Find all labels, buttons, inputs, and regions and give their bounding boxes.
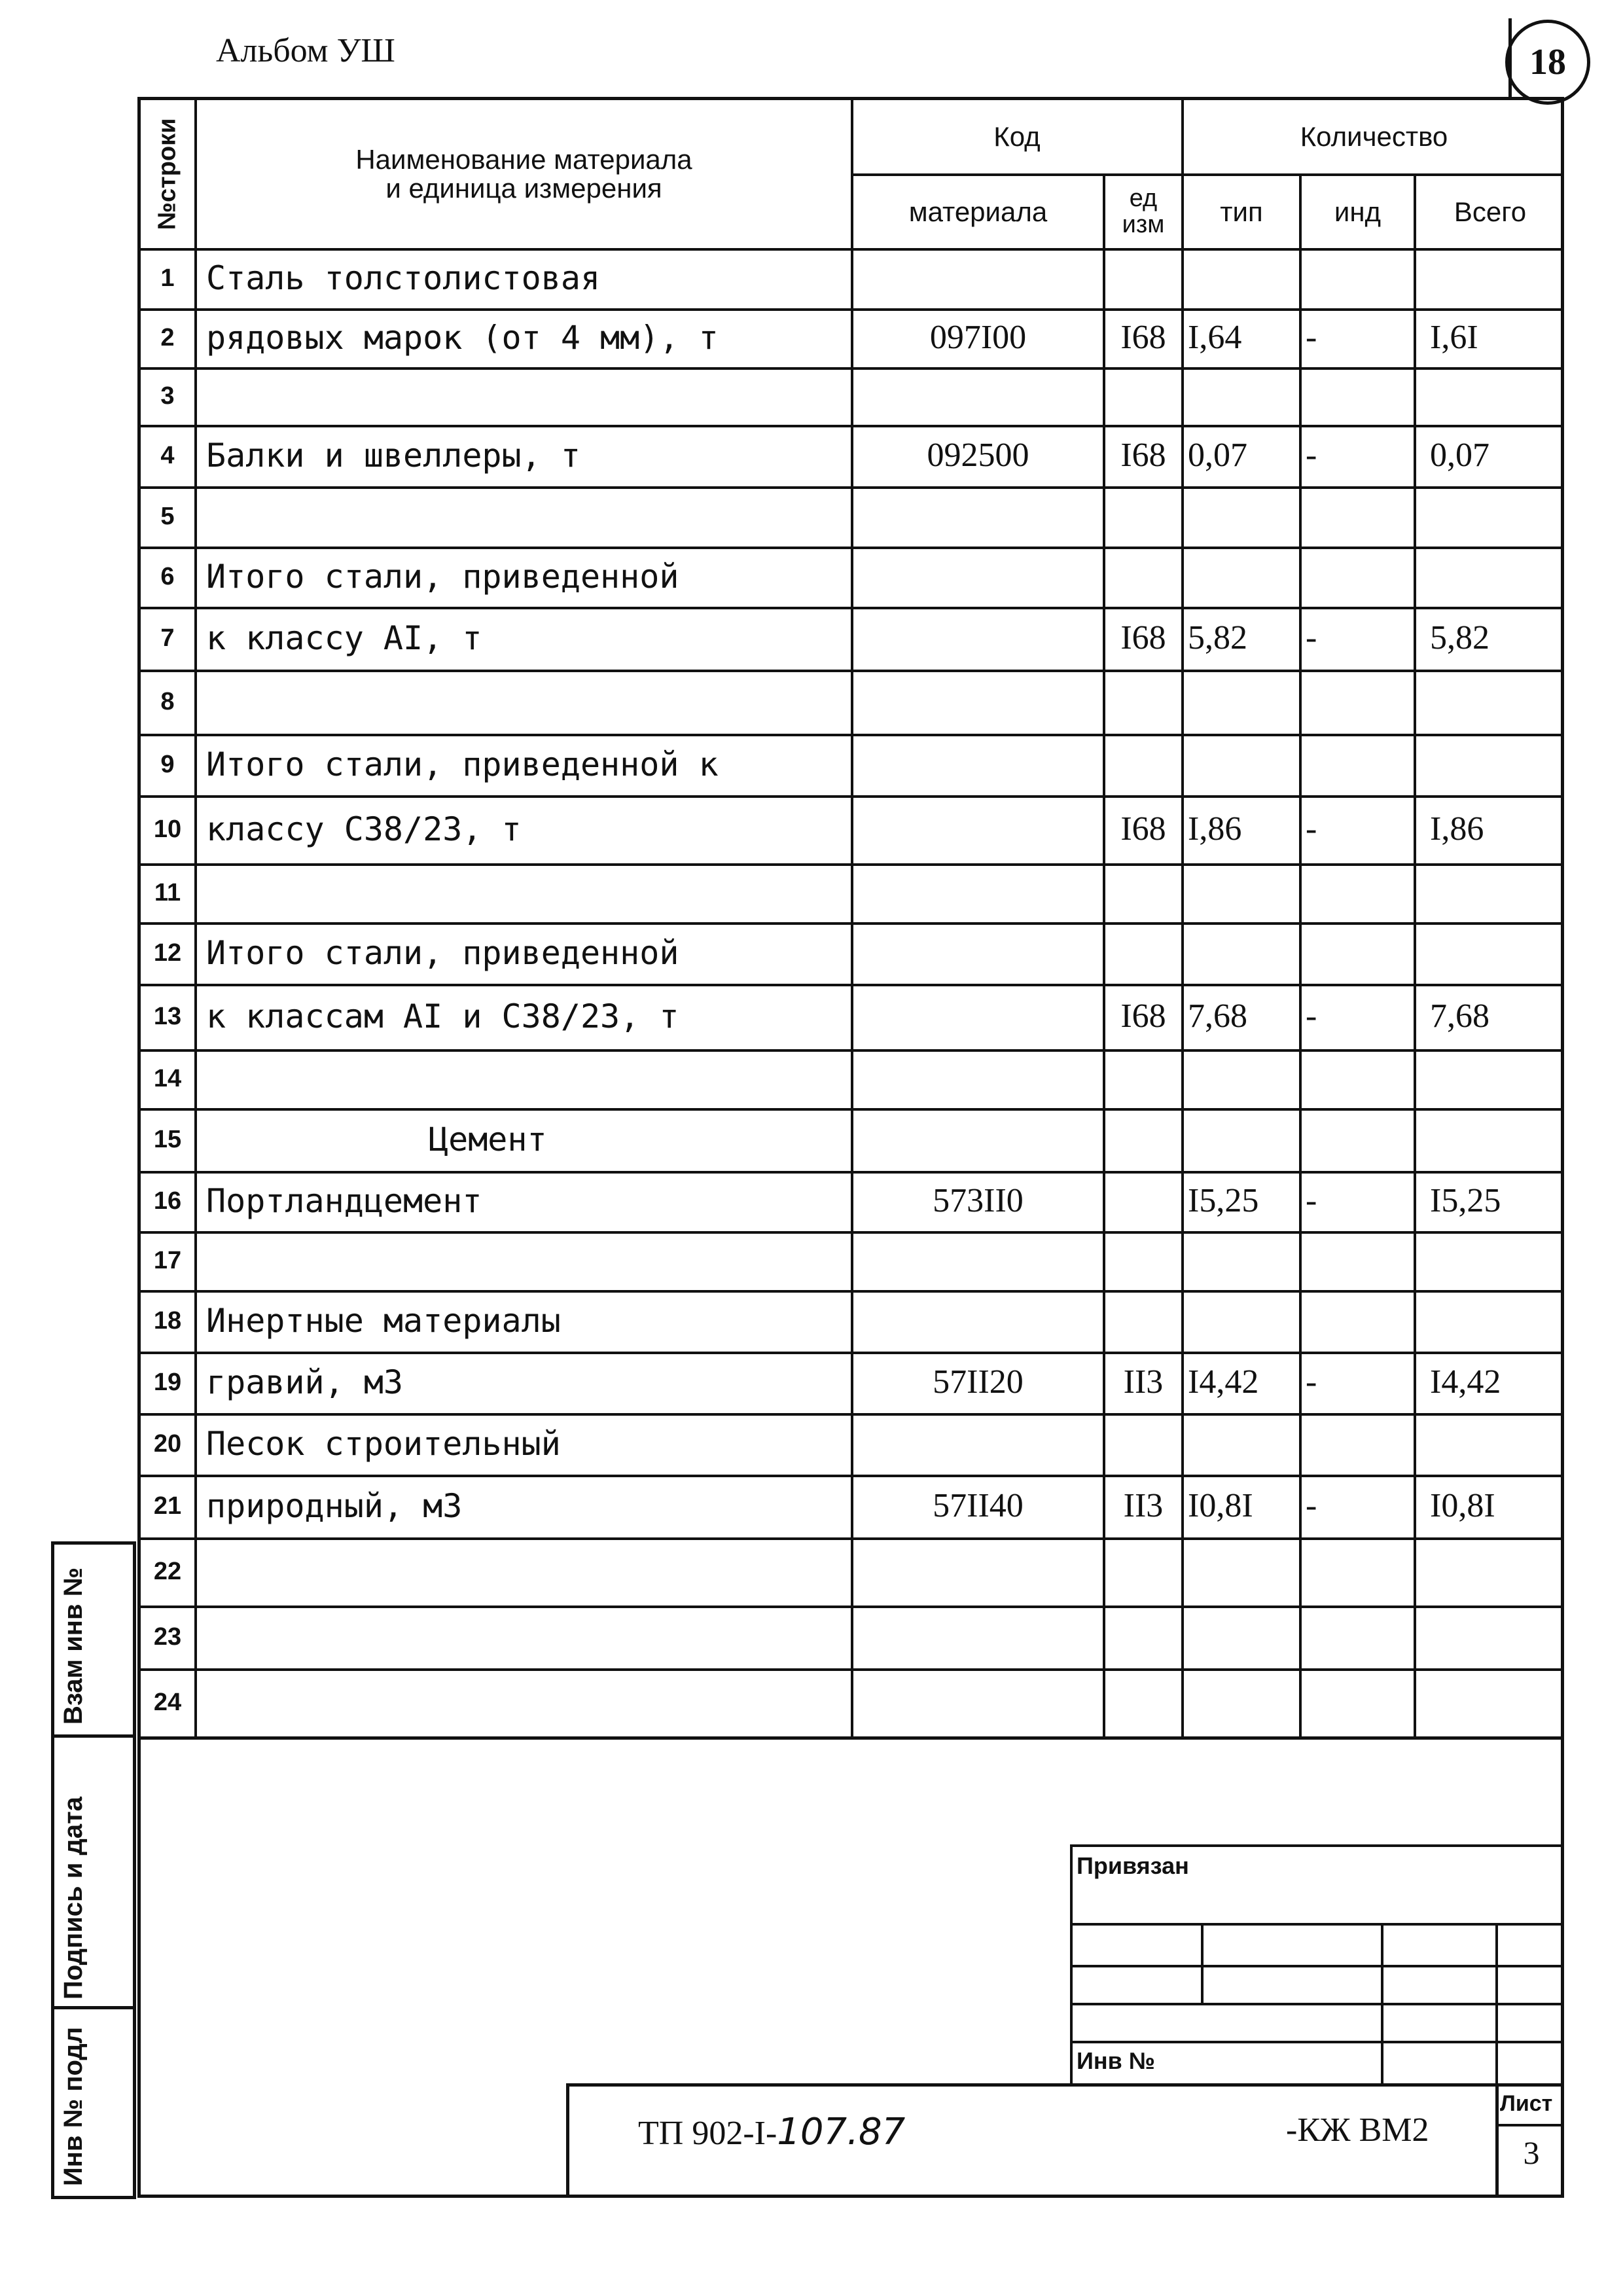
cell-unit	[1105, 922, 1181, 984]
qty-ind-header: инд	[1334, 196, 1382, 227]
cell-ind	[1306, 1668, 1414, 1736]
cell-name	[206, 1049, 847, 1108]
row-number: 16	[153, 1187, 182, 1215]
cell-code	[853, 486, 1103, 547]
cell-ind	[1306, 1537, 1414, 1605]
cell-unit: I68	[1120, 997, 1166, 1035]
cell-name: классу С38/23, т	[206, 810, 522, 848]
cell-ind: -	[1306, 1363, 1317, 1401]
row-number: 18	[153, 1307, 182, 1335]
cell-unit	[1105, 367, 1181, 425]
row-number: 22	[153, 1558, 182, 1585]
stamp-line	[1070, 1965, 1564, 1967]
row-number: 15	[153, 1126, 182, 1153]
sheet-number: 3	[1523, 2134, 1540, 2171]
cell-total	[1430, 922, 1564, 984]
col-divider	[1414, 173, 1416, 1736]
doc-code-suffix: -КЖ ВМ2	[1286, 2111, 1429, 2149]
quantity-group-header: Количество	[1300, 120, 1448, 152]
doc-code-prefix: ТП 902-I-	[638, 2115, 777, 2152]
cell-ind	[1306, 248, 1414, 308]
stamp-line	[1070, 2041, 1564, 2043]
cell-ind	[1306, 367, 1414, 425]
cell-total: I4,42	[1430, 1363, 1501, 1401]
cell-code	[853, 922, 1103, 984]
cell-type	[1188, 1413, 1299, 1475]
cell-name: Песок строительный	[206, 1425, 561, 1463]
cell-code: 57II20	[933, 1363, 1024, 1401]
cell-type: I5,25	[1188, 1182, 1259, 1219]
cell-ind: -	[1306, 997, 1317, 1035]
cell-type: I4,42	[1188, 1363, 1259, 1401]
cell-type	[1188, 1668, 1299, 1736]
cell-total	[1430, 547, 1564, 607]
cell-name: Инертные материалы	[206, 1302, 561, 1340]
row-number: 5	[160, 503, 175, 530]
cell-name: Цемент	[429, 1121, 547, 1158]
sign-date-label: Подпись и дата	[59, 1797, 88, 2000]
cell-total: I0,8I	[1430, 1487, 1495, 1524]
cell-ind	[1306, 1413, 1414, 1475]
cell-code: 092500	[927, 437, 1029, 474]
cell-total	[1430, 1108, 1564, 1171]
cell-name: Сталь толстолистовая	[206, 259, 601, 297]
cell-ind	[1306, 547, 1414, 607]
cell-type	[1188, 367, 1299, 425]
cell-total	[1430, 367, 1564, 425]
cell-total: 7,68	[1430, 997, 1489, 1035]
cell-ind: -	[1306, 810, 1317, 848]
cell-code	[853, 367, 1103, 425]
cell-ind	[1306, 1049, 1414, 1108]
cell-name: рядовых марок (от 4 мм), т	[206, 319, 719, 357]
cell-unit: I68	[1120, 810, 1166, 848]
cell-total	[1430, 486, 1564, 547]
stamp-line	[1381, 1923, 1383, 2087]
album-title: Альбом УШ	[216, 32, 395, 69]
qty-total-header: Всего	[1454, 196, 1527, 227]
row-number: 1	[160, 264, 175, 292]
cell-total: 0,07	[1430, 437, 1489, 474]
cell-unit	[1105, 547, 1181, 607]
stamp-line	[566, 2083, 1564, 2087]
cell-name: к классам AI и С38/23, т	[206, 997, 679, 1035]
cell-name	[206, 1668, 847, 1736]
cell-unit	[1105, 1290, 1181, 1352]
qty-type-header: тип	[1220, 196, 1263, 227]
cell-unit	[1105, 248, 1181, 308]
row-number: 23	[153, 1623, 182, 1651]
cell-total	[1430, 1668, 1564, 1736]
row-number: 20	[153, 1430, 182, 1458]
cell-type	[1188, 1290, 1299, 1352]
cell-total	[1430, 1537, 1564, 1605]
row-no-header	[141, 100, 194, 248]
cell-unit: I68	[1120, 319, 1166, 356]
doc-code	[638, 2111, 905, 2153]
cell-code	[853, 984, 1103, 1049]
cell-unit	[1105, 1171, 1181, 1231]
cell-ind	[1306, 1108, 1414, 1171]
row-number: 11	[154, 879, 181, 906]
cell-code	[853, 734, 1103, 795]
row-number: 19	[153, 1369, 182, 1396]
cell-name: Итого стали, приведенной	[206, 934, 679, 972]
cell-type: 5,82	[1188, 619, 1247, 656]
row-number: 9	[160, 751, 175, 778]
cell-unit	[1105, 1413, 1181, 1475]
cell-total: I,86	[1430, 810, 1484, 848]
code-unit-header: ед изм	[1122, 185, 1165, 238]
cell-total: I,6I	[1430, 319, 1478, 356]
cell-code	[853, 248, 1103, 308]
stamp-line	[1070, 1844, 1564, 1847]
cell-code	[853, 1537, 1103, 1605]
cell-type	[1188, 734, 1299, 795]
cell-name	[206, 1231, 847, 1290]
cell-total	[1430, 248, 1564, 308]
cell-name: к классу AI, т	[206, 619, 482, 657]
cell-code	[853, 1290, 1103, 1352]
cell-ind	[1306, 1290, 1414, 1352]
row-number: 13	[153, 1003, 182, 1030]
cell-type: I,86	[1188, 810, 1242, 848]
row-number: 2	[160, 324, 175, 351]
cell-total	[1430, 670, 1564, 734]
cell-type: I,64	[1188, 319, 1242, 356]
cell-type: 7,68	[1188, 997, 1247, 1035]
cell-type	[1188, 670, 1299, 734]
row-number: 10	[153, 816, 182, 843]
cell-type: I0,8I	[1188, 1487, 1253, 1524]
materials-table	[137, 97, 1564, 1740]
cell-unit: I68	[1120, 619, 1166, 656]
cell-ind	[1306, 486, 1414, 547]
cell-code	[853, 1605, 1103, 1668]
stamp-line	[1070, 1923, 1564, 1926]
cell-code	[853, 1049, 1103, 1108]
cell-type	[1188, 1049, 1299, 1108]
cell-ind	[1306, 863, 1414, 922]
cell-ind: -	[1306, 437, 1317, 474]
cell-unit	[1105, 1605, 1181, 1668]
row-number: 6	[160, 563, 175, 590]
cell-type	[1188, 1108, 1299, 1171]
col-divider	[1181, 100, 1184, 1736]
cell-type	[1188, 1605, 1299, 1668]
cell-code	[853, 1668, 1103, 1736]
cell-name: гравий, м3	[206, 1363, 404, 1401]
cell-ind	[1306, 670, 1414, 734]
cell-name	[206, 367, 847, 425]
cell-name	[206, 670, 847, 734]
cell-code	[853, 670, 1103, 734]
cell-name: Итого стали, приведенной	[206, 558, 679, 596]
cell-name: Итого стали, приведенной к	[206, 745, 719, 783]
replace-inv-label: Взам инв №	[59, 1567, 88, 1725]
row-number: 12	[153, 939, 182, 967]
cell-type	[1188, 248, 1299, 308]
cell-unit	[1105, 486, 1181, 547]
cell-total	[1430, 1290, 1564, 1352]
cell-name: Портландцемент	[206, 1182, 482, 1220]
cell-unit	[1105, 1231, 1181, 1290]
cell-unit	[1105, 670, 1181, 734]
name-header: Наименование материала и единица измерения	[355, 143, 692, 204]
cell-unit: I68	[1120, 437, 1166, 474]
sheet-label: Лист	[1500, 2091, 1553, 2116]
cell-code	[853, 863, 1103, 922]
cell-name	[206, 486, 847, 547]
cell-unit	[1105, 1049, 1181, 1108]
bound-label: Привязан	[1077, 1852, 1189, 1879]
cell-code: 573II0	[933, 1182, 1024, 1219]
cell-name: Балки и швеллеры, т	[206, 437, 580, 475]
row-number: 17	[153, 1247, 182, 1274]
cell-ind: -	[1306, 319, 1317, 356]
col-divider	[194, 100, 197, 1736]
stamp-line	[1495, 1923, 1498, 2087]
code-group-header: Код	[993, 120, 1041, 152]
cell-name	[206, 1605, 847, 1668]
cell-ind	[1306, 1231, 1414, 1290]
cell-ind: -	[1306, 619, 1317, 656]
cell-name	[206, 863, 847, 922]
cell-total	[1430, 863, 1564, 922]
cell-type	[1188, 1231, 1299, 1290]
stamp-line	[1201, 1923, 1204, 2004]
row-number: 24	[153, 1689, 182, 1716]
cell-ind: -	[1306, 1487, 1317, 1524]
stamp-line	[1070, 2003, 1564, 2005]
col-divider	[1299, 173, 1302, 1736]
row-number: 21	[153, 1492, 182, 1520]
cell-type	[1188, 1537, 1299, 1605]
cell-type	[1188, 547, 1299, 607]
inv-no-label: Инв №	[1077, 2047, 1155, 2074]
stamp-line	[1495, 2124, 1564, 2126]
cell-ind: -	[1306, 1182, 1317, 1219]
stamp-line	[566, 2083, 569, 2198]
cell-code	[853, 1108, 1103, 1171]
row-number: 4	[160, 442, 175, 469]
row-number: 8	[160, 688, 175, 715]
cell-unit	[1105, 1668, 1181, 1736]
cell-total	[1430, 1049, 1564, 1108]
row-no-header-label: №строки	[153, 118, 181, 230]
cell-code	[853, 1413, 1103, 1475]
cell-unit: II3	[1123, 1363, 1164, 1401]
cell-unit	[1105, 1537, 1181, 1605]
row-number: 3	[160, 382, 175, 410]
page-number-circle: 18	[1505, 20, 1590, 105]
cell-ind	[1306, 922, 1414, 984]
cell-code: 57II40	[933, 1487, 1024, 1524]
cell-type	[1188, 922, 1299, 984]
doc-code-handwritten: 107.87	[777, 2111, 906, 2153]
cell-code	[853, 607, 1103, 670]
cell-unit: II3	[1123, 1487, 1164, 1524]
cell-name	[206, 1537, 847, 1605]
cell-code	[853, 795, 1103, 863]
cell-type	[1188, 486, 1299, 547]
cell-total: 5,82	[1430, 619, 1489, 656]
cell-code	[853, 1231, 1103, 1290]
cell-code: 097I00	[929, 319, 1027, 356]
cell-total	[1430, 734, 1564, 795]
cell-name: природный, м3	[206, 1487, 463, 1525]
cell-total	[1430, 1413, 1564, 1475]
cell-unit	[1105, 863, 1181, 922]
cell-total	[1430, 1605, 1564, 1668]
cell-ind	[1306, 1605, 1414, 1668]
cell-unit	[1105, 734, 1181, 795]
cell-ind	[1306, 734, 1414, 795]
inv-orig-label: Инв № подл	[59, 2026, 88, 2186]
cell-unit	[1105, 1108, 1181, 1171]
cell-code	[853, 547, 1103, 607]
cell-total	[1430, 1231, 1564, 1290]
cell-total: I5,25	[1430, 1182, 1501, 1219]
cell-type: 0,07	[1188, 437, 1247, 474]
row-number: 7	[160, 624, 175, 652]
row-number: 14	[153, 1065, 182, 1092]
code-material-header: материала	[908, 196, 1048, 227]
cell-type	[1188, 863, 1299, 922]
